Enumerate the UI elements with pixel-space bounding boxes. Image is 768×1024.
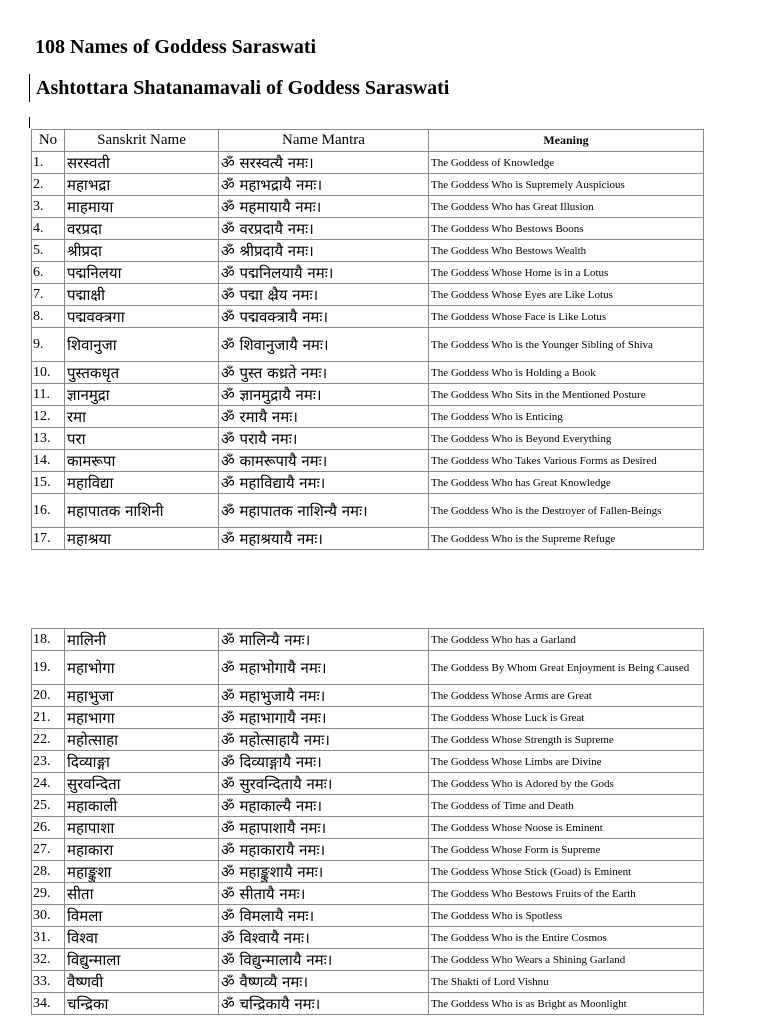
meaning-cell: The Goddess Who is as Bright as Moonlight <box>429 993 704 1015</box>
table-row <box>32 528 704 550</box>
table-row <box>32 306 704 328</box>
table-row <box>32 428 704 450</box>
name-mantra-cell: ॐ वैष्णव्यै नमः। <box>219 971 429 993</box>
name-mantra-cell: ॐ विद्युन्मालायै नमः। <box>219 949 429 971</box>
meaning-cell: The Goddess Who Bestows Fruits of the Earth <box>429 883 704 905</box>
name-mantra-cell: ॐ महाकाल्यै नमः। <box>219 795 429 817</box>
sanskrit-name-cell: विद्युन्माला <box>65 949 219 971</box>
meaning-cell: The Goddess Who is the Younger Sibling of Shiva <box>429 328 704 362</box>
row-number-cell: 31. <box>32 927 65 949</box>
table-row <box>32 494 704 528</box>
name-mantra-cell: ॐ महाभागायै नमः। <box>219 707 429 729</box>
sanskrit-name-cell: कामरूपा <box>65 450 219 472</box>
row-number-cell: 21. <box>32 707 65 729</box>
name-mantra-cell: ॐ दिव्याङ्गायै नमः। <box>219 751 429 773</box>
sanskrit-name-cell: शिवानुजा <box>65 328 219 362</box>
meaning-cell: The Goddess Who Takes Various Forms as Desired <box>429 450 704 472</box>
names-table-part-2 <box>31 628 704 1015</box>
table-row <box>32 773 704 795</box>
row-number-cell: 28. <box>32 861 65 883</box>
meaning-cell: The Goddess Who is Adored by the Gods <box>429 773 704 795</box>
sanskrit-name-cell: पद्मनिलया <box>65 262 219 284</box>
name-mantra-cell: ॐ रमायै नमः। <box>219 406 429 428</box>
meaning-cell: The Goddess Who has Great Illusion <box>429 196 704 218</box>
sanskrit-name-cell: वैष्णवी <box>65 971 219 993</box>
row-number-cell: 2. <box>32 174 65 196</box>
name-mantra-cell: ॐ पद्मनिलयायै नमः। <box>219 262 429 284</box>
table-body-part-2 <box>32 629 704 1015</box>
name-mantra-cell: ॐ महाङ्कुशायै नमः। <box>219 861 429 883</box>
meaning-cell: The Goddess Who is the Supreme Refuge <box>429 528 704 550</box>
row-number-cell: 7. <box>32 284 65 306</box>
name-mantra-cell: ॐ सुरवन्दितायै नमः। <box>219 773 429 795</box>
table-row <box>32 152 704 174</box>
row-number-cell: 16. <box>32 494 65 528</box>
table-row <box>32 284 704 306</box>
meaning-cell: The Goddess Who has Great Knowledge <box>429 472 704 494</box>
meaning-cell: The Goddess Whose Strength is Supreme <box>429 729 704 751</box>
name-mantra-cell: ॐ परायै नमः। <box>219 428 429 450</box>
name-mantra-cell: ॐ पद्मा क्ष्रैय नमः। <box>219 284 429 306</box>
name-mantra-cell: ॐ महमायायै नमः। <box>219 196 429 218</box>
table-row <box>32 262 704 284</box>
row-number-cell: 34. <box>32 993 65 1015</box>
name-mantra-cell: ॐ महोत्साहायै नमः। <box>219 729 429 751</box>
name-mantra-cell: ॐ महाकारायै नमः। <box>219 839 429 861</box>
table-row <box>32 328 704 362</box>
meaning-cell: The Goddess of Knowledge <box>429 152 704 174</box>
sanskrit-name-cell: माहमाया <box>65 196 219 218</box>
sanskrit-name-cell: महापाशा <box>65 817 219 839</box>
sanskrit-name-cell: वरप्रदा <box>65 218 219 240</box>
row-number-cell: 33. <box>32 971 65 993</box>
table-row <box>32 450 704 472</box>
name-mantra-cell: ॐ महाविद्यायै नमः। <box>219 472 429 494</box>
row-number-cell: 12. <box>32 406 65 428</box>
table-header-row <box>32 130 704 152</box>
table-row <box>32 218 704 240</box>
sanskrit-name-cell: चन्द्रिका <box>65 993 219 1015</box>
row-number-cell: 32. <box>32 949 65 971</box>
meaning-cell: The Goddess Whose Home is in a Lotus <box>429 262 704 284</box>
header-no: No <box>32 130 65 152</box>
row-number-cell: 19. <box>32 651 65 685</box>
name-mantra-cell: ॐ कामरूपायै नमः। <box>219 450 429 472</box>
meaning-cell: The Goddess Who is Spotless <box>429 905 704 927</box>
sanskrit-name-cell: रमा <box>65 406 219 428</box>
meaning-cell: The Goddess Who is Beyond Everything <box>429 428 704 450</box>
sanskrit-name-cell: महाङ्कुशा <box>65 861 219 883</box>
table-row <box>32 971 704 993</box>
header-sanskrit-name: Sanskrit Name <box>65 130 219 152</box>
meaning-cell: The Goddess Whose Arms are Great <box>429 685 704 707</box>
sanskrit-name-cell: महाभद्रा <box>65 174 219 196</box>
table-row <box>32 729 704 751</box>
row-number-cell: 1. <box>32 152 65 174</box>
row-number-cell: 14. <box>32 450 65 472</box>
meaning-cell: The Goddess Who has a Garland <box>429 629 704 651</box>
sanskrit-name-cell: महाभागा <box>65 707 219 729</box>
meaning-cell: The Goddess Who is the Destroyer of Fallen-Beings <box>429 494 704 528</box>
row-number-cell: 9. <box>32 328 65 362</box>
sanskrit-name-cell: सीता <box>65 883 219 905</box>
row-number-cell: 30. <box>32 905 65 927</box>
name-mantra-cell: ॐ वरप्रदायै नमः। <box>219 218 429 240</box>
name-mantra-cell: ॐ श्रीप्रदायै नमः। <box>219 240 429 262</box>
meaning-cell: The Goddess Who Sits in the Mentioned Posture <box>429 384 704 406</box>
sanskrit-name-cell: महाकारा <box>65 839 219 861</box>
sanskrit-name-cell: महाभुजा <box>65 685 219 707</box>
meaning-cell: The Goddess Who is Holding a Book <box>429 362 704 384</box>
table-row <box>32 651 704 685</box>
row-number-cell: 26. <box>32 817 65 839</box>
table-row <box>32 817 704 839</box>
row-number-cell: 23. <box>32 751 65 773</box>
sanskrit-name-cell: सरस्वती <box>65 152 219 174</box>
table-row <box>32 861 704 883</box>
table-row <box>32 685 704 707</box>
text-cursor-mark <box>29 117 30 128</box>
table-row <box>32 905 704 927</box>
row-number-cell: 13. <box>32 428 65 450</box>
row-number-cell: 17. <box>32 528 65 550</box>
row-number-cell: 10. <box>32 362 65 384</box>
name-mantra-cell: ॐ महापाशायै नमः। <box>219 817 429 839</box>
meaning-cell: The Goddess Who Wears a Shining Garland <box>429 949 704 971</box>
meaning-cell: The Goddess Whose Form is Supreme <box>429 839 704 861</box>
sanskrit-name-cell: परा <box>65 428 219 450</box>
sanskrit-name-cell: सुरवन्दिता <box>65 773 219 795</box>
table-row <box>32 629 704 651</box>
meaning-cell: The Goddess Whose Limbs are Divine <box>429 751 704 773</box>
row-number-cell: 8. <box>32 306 65 328</box>
names-table-part-1 <box>31 129 704 550</box>
meaning-cell: The Goddess Whose Face is Like Lotus <box>429 306 704 328</box>
sanskrit-name-cell: महाकाली <box>65 795 219 817</box>
table-row <box>32 883 704 905</box>
row-number-cell: 20. <box>32 685 65 707</box>
name-mantra-cell: ॐ ज्ञानमुद्रायै नमः। <box>219 384 429 406</box>
sanskrit-name-cell: महाश्रया <box>65 528 219 550</box>
name-mantra-cell: ॐ पद्मवक्त्रायै नमः। <box>219 306 429 328</box>
name-mantra-cell: ॐ विमलायै नमः। <box>219 905 429 927</box>
table-row <box>32 196 704 218</box>
table-row <box>32 384 704 406</box>
row-number-cell: 22. <box>32 729 65 751</box>
table-body-part-1 <box>32 152 704 550</box>
sanskrit-name-cell: महाभोगा <box>65 651 219 685</box>
table-row <box>32 751 704 773</box>
table-row <box>32 174 704 196</box>
table-row <box>32 362 704 384</box>
row-number-cell: 27. <box>32 839 65 861</box>
row-number-cell: 4. <box>32 218 65 240</box>
page-title: 108 Names of Goddess Saraswati <box>35 36 317 58</box>
sanskrit-name-cell: महोत्साहा <box>65 729 219 751</box>
sanskrit-name-cell: पद्माक्षी <box>65 284 219 306</box>
name-mantra-cell: ॐ सीतायै नमः। <box>219 883 429 905</box>
sanskrit-name-cell: महापातक नाशिनी <box>65 494 219 528</box>
meaning-cell: The Goddess Whose Stick (Goad) is Eminent <box>429 861 704 883</box>
row-number-cell: 29. <box>32 883 65 905</box>
row-number-cell: 18. <box>32 629 65 651</box>
meaning-cell: The Shakti of Lord Vishnu <box>429 971 704 993</box>
meaning-cell: The Goddess Who Bestows Boons <box>429 218 704 240</box>
header-name-mantra: Name Mantra <box>219 130 429 152</box>
sanskrit-name-cell: श्रीप्रदा <box>65 240 219 262</box>
name-mantra-cell: ॐ मालिन्यै नमः। <box>219 629 429 651</box>
name-mantra-cell: ॐ महाभुजायै नमः। <box>219 685 429 707</box>
text-cursor-bar <box>29 74 30 102</box>
row-number-cell: 11. <box>32 384 65 406</box>
row-number-cell: 6. <box>32 262 65 284</box>
sanskrit-name-cell: विमला <box>65 905 219 927</box>
name-mantra-cell: ॐ सरस्वत्यै नमः। <box>219 152 429 174</box>
table-row <box>32 993 704 1015</box>
name-mantra-cell: ॐ महापातक नाशिन्यै नमः। <box>219 494 429 528</box>
name-mantra-cell: ॐ विश्वायै नमः। <box>219 927 429 949</box>
row-number-cell: 25. <box>32 795 65 817</box>
table-row <box>32 406 704 428</box>
sanskrit-name-cell: महाविद्या <box>65 472 219 494</box>
meaning-cell: The Goddess Whose Eyes are Like Lotus <box>429 284 704 306</box>
meaning-cell: The Goddess Who is Enticing <box>429 406 704 428</box>
table-row <box>32 927 704 949</box>
name-mantra-cell: ॐ शिवानुजायै नमः। <box>219 328 429 362</box>
sanskrit-name-cell: पद्मवक्त्रगा <box>65 306 219 328</box>
meaning-cell: The Goddess Who Bestows Wealth <box>429 240 704 262</box>
table-row <box>32 707 704 729</box>
meaning-cell: The Goddess of Time and Death <box>429 795 704 817</box>
sanskrit-name-cell: पुस्तकधृत <box>65 362 219 384</box>
meaning-cell: The Goddess Who is Supremely Auspicious <box>429 174 704 196</box>
meaning-cell: The Goddess Who is the Entire Cosmos <box>429 927 704 949</box>
table-row <box>32 949 704 971</box>
sanskrit-name-cell: विश्वा <box>65 927 219 949</box>
name-mantra-cell: ॐ चन्द्रिकायै नमः। <box>219 993 429 1015</box>
name-mantra-cell: ॐ महाश्रयायै नमः। <box>219 528 429 550</box>
meaning-cell: The Goddess Whose Noose is Eminent <box>429 817 704 839</box>
table-row <box>32 795 704 817</box>
sanskrit-name-cell: दिव्याङ्गा <box>65 751 219 773</box>
row-number-cell: 3. <box>32 196 65 218</box>
meaning-cell: The Goddess Whose Luck is Great <box>429 707 704 729</box>
name-mantra-cell: ॐ महाभोगायै नमः। <box>219 651 429 685</box>
sanskrit-name-cell: ज्ञानमुद्रा <box>65 384 219 406</box>
table-row <box>32 839 704 861</box>
name-mantra-cell: ॐ पुस्त कध्रते नमः। <box>219 362 429 384</box>
table-row <box>32 472 704 494</box>
name-mantra-cell: ॐ महाभद्रायै नमः। <box>219 174 429 196</box>
sanskrit-name-cell: मालिनी <box>65 629 219 651</box>
row-number-cell: 24. <box>32 773 65 795</box>
row-number-cell: 5. <box>32 240 65 262</box>
page-subtitle: Ashtottara Shatanamavali of Goddess Saraswati <box>36 77 450 99</box>
row-number-cell: 15. <box>32 472 65 494</box>
header-meaning: Meaning <box>429 130 704 152</box>
meaning-cell: The Goddess By Whom Great Enjoyment is Being Caused <box>429 651 704 685</box>
table-row <box>32 240 704 262</box>
